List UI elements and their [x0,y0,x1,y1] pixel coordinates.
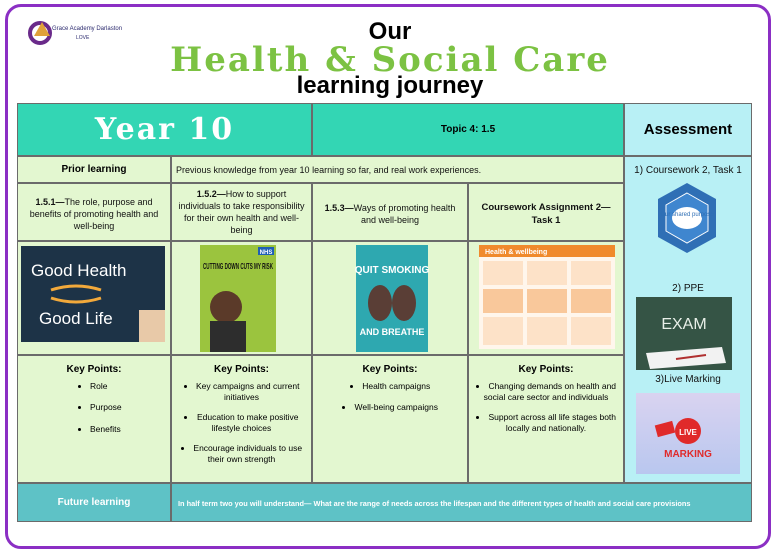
live-marking-image [636,393,740,474]
image-cell-2 [171,241,312,355]
good-life-text: Good Life [39,309,113,328]
key-points-title-1: Key Points: [66,364,122,375]
cutting-down-poster [200,245,276,352]
assessment-header: Assessment [624,103,752,156]
year-header: Year 10 [17,103,312,156]
school-motto: LOVE [76,35,90,41]
topic-header: Topic 4: 1.5 [312,103,624,156]
col-code-3: 1.5.3— [324,203,354,213]
nhs-text: NHS [259,250,273,256]
future-learning-text: In half term two you will understand— What are the range of needs across the lifespan and the different types of health and social care provisions [178,499,691,508]
exam-text: EXAM [661,316,707,333]
key-points-cell-3 [312,355,468,483]
col-title-2: How to support individuals to take responsibility for their own health and well-being [178,189,305,236]
key-point: • Changing demands on health and social care sector and individuals [475,381,617,404]
key-point: • Health campaigns [319,381,461,392]
key-points-title-2: Key Points: [213,364,269,375]
col-code-2: 1.5.2— [196,189,226,199]
col-header-4 [468,183,624,241]
marking-text: MARKING [664,449,712,460]
key-point: • Education to make positive lifestyle choices [178,412,305,435]
image-cell-3 [312,241,468,355]
quit-smoking-poster [356,245,428,352]
title-our: Our [368,18,412,45]
quit-smoking-text: QUIT SMOKING [354,265,430,276]
page-title: Health & Social Care [170,40,610,80]
prior-learning-text: Previous knowledge from year 10 learning so far, and real work experiences. [176,165,482,175]
key-points-cell-4 [468,355,624,483]
image-cell-1 [17,241,171,355]
assessment-item-2: 2) PPE [672,283,704,294]
image-cell-4 [468,241,624,355]
col-header-2 [171,183,312,241]
key-point: • Well-being campaigns [319,402,461,413]
key-points-title-3: Key Points: [362,364,418,375]
key-points-cell-1 [17,355,171,483]
good-health-image [21,246,165,342]
health-wellbeing-infographic [479,245,615,349]
infographic-title: Health & wellbeing [485,249,548,256]
key-points-cell-2 [171,355,312,483]
exam-image [636,297,732,370]
col-title-4: Coursework Assignment 2—Task 1 [481,202,611,226]
key-points-title-4: Key Points: [518,364,574,375]
breathe-text: AND BREATHE [359,327,425,337]
future-learning-cell [171,483,752,522]
assessment-item-1: 1) Coursework 2, Task 1 [634,165,742,176]
prior-learning-cell [171,156,624,183]
shared-purpose-image [652,179,722,277]
key-point: • Encourage individuals to use their own strength [178,443,305,466]
key-point: • Purpose [90,402,162,413]
future-learning-label: Future learning [17,483,171,522]
shared-purpose-text: Our shared purpose [660,212,714,218]
key-point: • Key campaigns and current initiatives [178,381,305,404]
col-code-1: 1.5.1— [35,197,65,207]
key-point: • Support across all life stages both locally and nationally. [475,412,617,435]
good-health-text: Good Health [31,261,127,280]
col-title-1: The role, purpose and benefits of promoting health and well-being [29,197,159,232]
live-text: LIVE [679,428,697,437]
col-header-3 [312,183,468,241]
key-point: • Role [90,381,162,392]
key-point: • Benefits [90,424,162,435]
school-name: Grace Academy Darlaston [52,26,123,32]
title-subtitle: learning journey [296,72,484,99]
col-title-3: Ways of promoting health and well-being [353,203,456,226]
cutting-down-text: CUTTING DOWN CUTS MY RISK [203,261,274,271]
prior-learning-label: Prior learning [17,156,171,183]
col-header-1 [17,183,171,241]
assessment-item-3: 3)Live Marking [655,374,721,385]
